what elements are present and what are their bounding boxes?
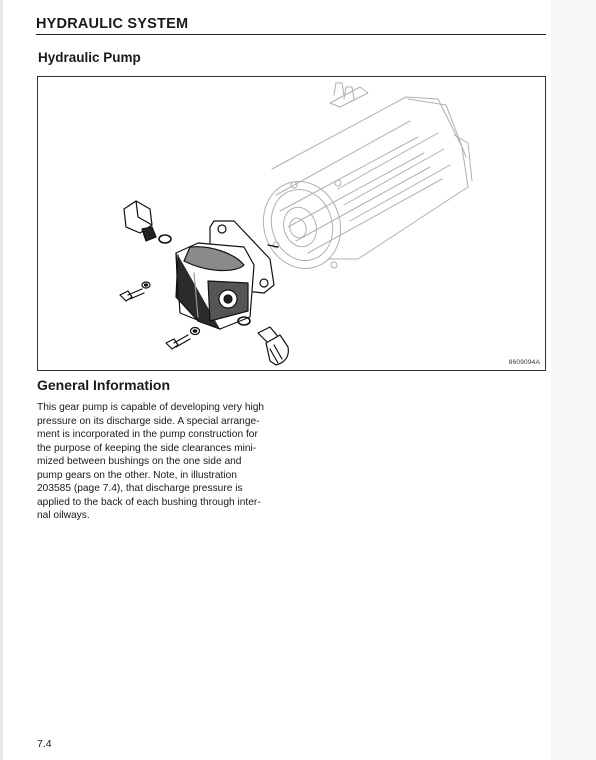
section-header: HYDRAULIC SYSTEM bbox=[36, 16, 189, 32]
header-rule bbox=[36, 34, 546, 35]
body-paragraph: This gear pump is capable of developing very high pressure on its discharge side. A special arrange- ment is incorporated in the pump construction for the purpose of keeping the side clearances mini- mized between bushings on the one side and pump gears on the other. Note, in illustration 203585 (page 7.4), that discharge pressure is applied to the back of each bushing through inter- nal oilways. bbox=[37, 402, 265, 521]
page-number: 7.4 bbox=[37, 738, 52, 750]
motor-drawing bbox=[252, 83, 472, 279]
page-right-margin bbox=[551, 0, 596, 760]
sub-title: Hydraulic Pump bbox=[38, 50, 141, 65]
pump-illustration bbox=[37, 76, 546, 371]
bolt-left-drawing bbox=[120, 282, 150, 301]
inlet-fitting-drawing bbox=[124, 201, 171, 243]
bolt-bottom-drawing bbox=[166, 328, 200, 350]
pump-body-drawing bbox=[176, 243, 254, 329]
figure-code: 8609094A bbox=[508, 359, 540, 366]
page-left-edge bbox=[0, 0, 3, 760]
info-heading: General Information bbox=[37, 377, 171, 393]
exploded-pump-drawing bbox=[38, 77, 546, 371]
elbow-fitting-drawing bbox=[258, 327, 288, 365]
